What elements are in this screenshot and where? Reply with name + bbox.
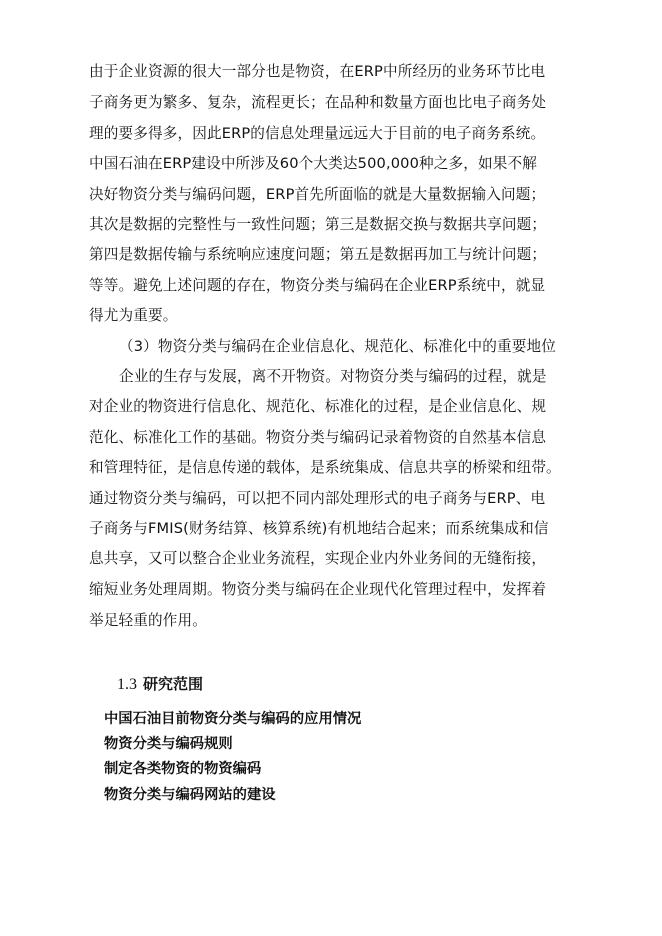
text-line: 由于企业资源的很大一部分也是物资，在ERP中所经历的业务环节比电 bbox=[89, 63, 546, 80]
section-number: 1.3 bbox=[117, 676, 137, 693]
text-line: 子商务更为繁多、复杂，流程更长；在品种和数量方面也比电子商务处 bbox=[89, 94, 547, 111]
list-item: 物资分类与编码网站的建设 bbox=[104, 787, 276, 803]
text-line: 理的要多得多，因此ERP的信息处理量远远大于目前的电子商务系统。 bbox=[89, 125, 546, 142]
list-item: 物资分类与编码规则 bbox=[104, 736, 233, 752]
text-line: 得尤为重要。 bbox=[89, 307, 178, 324]
text-line: 其次是数据的完整性与一致性问题；第三是数据交换与数据共享问题； bbox=[89, 216, 547, 233]
subsection-heading: （3）物资分类与编码在企业信息化、规范化、标准化中的重要地位 bbox=[119, 338, 557, 355]
section-title: 研究范围 bbox=[143, 675, 204, 693]
text-line: 子商务与FMIS(财务结算、核算系统)有机地结合起来；而系统集成和信 bbox=[89, 520, 549, 537]
text-line: 缩短业务处理周期。物资分类与编码在企业现代化管理过程中，发挥着 bbox=[89, 581, 547, 598]
text-line: 中国石油在ERP建设中所涉及60个大类达500,000种之多，如果不解 bbox=[89, 155, 537, 172]
text-line: 范化、标准化工作的基础。物资分类与编码记录着物资的自然基本信息 bbox=[89, 429, 547, 446]
text-line: 企业的生存与发展，离不开物资。对物资分类与编码的过程，就是 bbox=[119, 368, 547, 385]
section-heading bbox=[117, 674, 203, 695]
text-line: 决好物资分类与编码问题，ERP首先所面临的就是大量数据输入问题； bbox=[89, 186, 546, 203]
text-line: 息共享，又可以整合企业业务流程，实现企业内外业务间的无缝衔接， bbox=[89, 550, 547, 567]
text-line: 通过物资分类与编码，可以把不同内部处理形式的电子商务与ERP、电 bbox=[89, 490, 546, 507]
text-line: 等等。避免上述问题的存在，物资分类与编码在企业ERP系统中，就显 bbox=[89, 277, 546, 294]
text-line: 和管理特征，是信息传递的载体，是系统集成、信息共享的桥梁和纽带。 bbox=[89, 459, 561, 476]
text-line: 举足轻重的作用。 bbox=[89, 612, 207, 629]
text-line: 对企业的物资进行信息化、规范化、标准化的过程，是企业信息化、规 bbox=[89, 398, 547, 415]
list-item: 中国石油目前物资分类与编码的应用情况 bbox=[104, 711, 362, 727]
text-line: 第四是数据传输与系统响应速度问题；第五是数据再加工与统计问题； bbox=[89, 246, 547, 263]
list-item: 制定各类物资的物资编码 bbox=[104, 761, 262, 777]
